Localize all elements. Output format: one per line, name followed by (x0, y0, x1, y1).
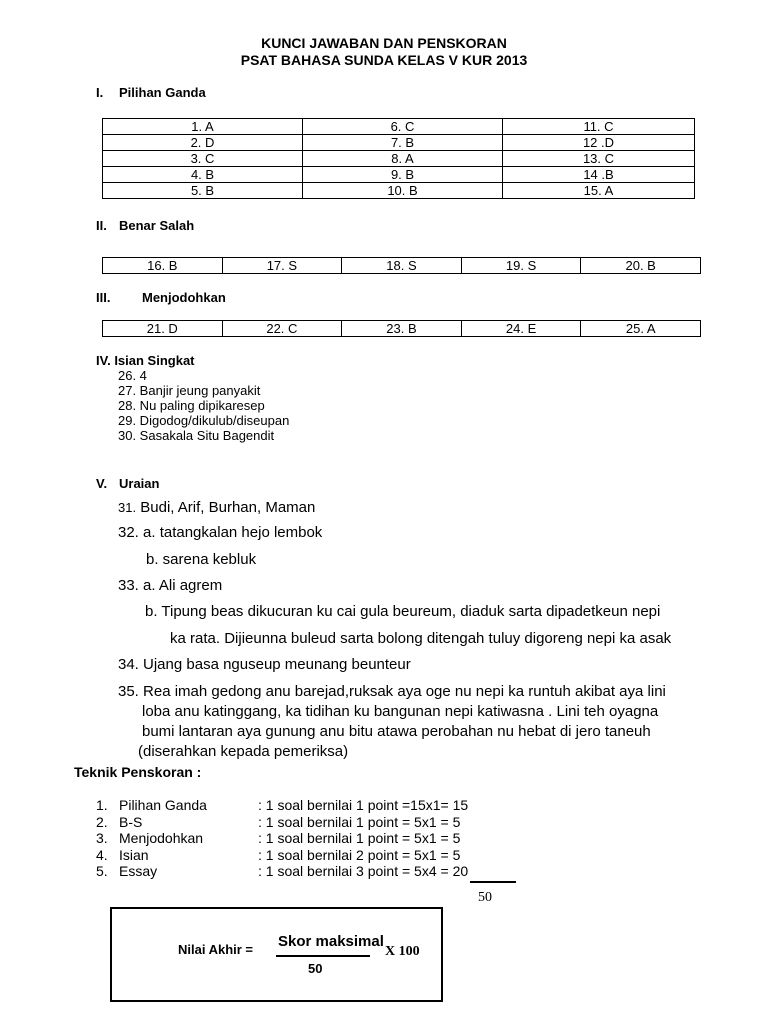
answer-33b-line2: ka rata. Dijieunna buleud sarta bolong ditengah tuluy digoreng nepi ka asak (170, 630, 672, 647)
scoring-name: Menjodohkan (119, 830, 204, 846)
formula-box (110, 907, 443, 1002)
scoring-rule: : 1 soal bernilai 1 point = 5x1 = 5 (258, 830, 461, 846)
scoring-name: Isian (119, 846, 149, 863)
scoring-rule: : 1 soal bernilai 2 point = 5x1 = 5 (258, 846, 461, 863)
scoring-rule: : 1 soal bernilai 1 point = 5x1 = 5 (258, 813, 461, 830)
menjodohkan-table (102, 320, 701, 337)
scoring-num: 4. (96, 846, 108, 863)
table-cell: 6. C (303, 119, 503, 135)
table-cell: 25. A (581, 321, 701, 337)
table-cell: 5. B (103, 183, 303, 199)
answer-35-note: (diserahkan kepada pemeriksa) (138, 743, 349, 760)
table-row (103, 167, 695, 183)
table-cell: 21. D (103, 321, 223, 337)
page-title: KUNCI JAWABAN DAN PENSKORAN (261, 35, 507, 51)
sum-line (470, 881, 516, 883)
table-row (103, 321, 701, 337)
table-cell: 1. A (103, 119, 303, 135)
answer-33a: 33. a. Ali agrem (118, 577, 223, 594)
list-item (96, 797, 516, 814)
table-cell: 18. S (342, 258, 462, 274)
list-item (96, 863, 516, 880)
formula-label: Nilai Akhir = (178, 942, 254, 957)
benar-salah-table (102, 257, 701, 274)
page-subtitle: PSAT BAHASA SUNDA KELAS V KUR 2013 (240, 52, 528, 68)
table-cell: 20. B (581, 258, 701, 274)
scoring-num: 5. (96, 863, 108, 879)
scoring-num: 2. (96, 813, 108, 830)
section-3-heading: Menjodohkan (142, 290, 226, 305)
scoring-name: Pilihan Ganda (119, 797, 207, 813)
section-5-heading: Uraian (119, 476, 160, 491)
table-cell: 11. C (503, 119, 695, 135)
answer-35-line1: 35. Rea imah gedong anu barejad,ruksak aya oge nu nepi ka runtuh akibat aya lini (118, 683, 666, 700)
scoring-num: 3. (96, 830, 108, 846)
answer-31-number: 31. (118, 500, 137, 515)
scoring-num: 1. (96, 797, 108, 813)
formula-multiplier: X 100 (385, 944, 420, 959)
table-cell: 8. A (303, 151, 503, 167)
table-row (103, 119, 695, 135)
table-row (103, 183, 695, 199)
table-cell: 7. B (303, 135, 503, 151)
table-cell: 2. D (103, 135, 303, 151)
table-cell: 14 .B (503, 167, 695, 183)
answer-31-text: Budi, Arif, Burhan, Maman (140, 499, 316, 516)
table-cell: 15. A (503, 183, 695, 199)
answer-32a: 32. a. tatangkalan hejo lembok (118, 524, 323, 541)
section-4-heading: IV. Isian Singkat (96, 353, 195, 368)
table-cell: 17. S (222, 258, 342, 274)
isian-list (118, 368, 289, 443)
fraction-bar (276, 955, 370, 957)
formula-numerator: Skor maksimal (278, 933, 384, 950)
list-item: 28. Nu paling dipikaresep (118, 398, 265, 413)
scoring-name: B-S (119, 813, 143, 830)
answer-33b-line1: b. Tipung beas dikucuran ku cai gula beureum, diaduk sarta dipadetkeun nepi (145, 603, 661, 620)
scoring-heading: Teknik Penskoran : (74, 764, 202, 780)
scoring-rule: : 1 soal bernilai 3 point = 5x4 = 20 (258, 863, 469, 879)
answer-34: 34. Ujang basa nguseup meunang beunteur (118, 656, 411, 673)
table-row (103, 151, 695, 167)
section-5-number: V. (96, 476, 108, 491)
table-cell: 24. E (461, 321, 581, 337)
answer-35-line2: loba anu katinggang, ka tidihan ku bangunan nepi katiwasna . Lini teh oyagna (142, 703, 659, 720)
table-cell: 13. C (503, 151, 695, 167)
table-cell: 3. C (103, 151, 303, 167)
scoring-name: Essay (119, 863, 158, 879)
scoring-list (96, 797, 516, 880)
table-cell: 10. B (303, 183, 503, 199)
table-cell: 16. B (103, 258, 223, 274)
section-1-heading: Pilihan Ganda (119, 85, 206, 100)
table-row (103, 258, 701, 274)
list-item: 26. 4 (118, 368, 147, 383)
table-cell: 19. S (461, 258, 581, 274)
table-cell: 22. C (222, 321, 342, 337)
total-score: 50 (478, 890, 492, 905)
answer-31 (118, 499, 315, 516)
list-item: 30. Sasakala Situ Bagendit (118, 428, 275, 443)
table-cell: 4. B (103, 167, 303, 183)
table-cell: 9. B (303, 167, 503, 183)
scoring-rule: : 1 soal bernilai 1 point =15x1= 15 (258, 797, 469, 813)
section-2-heading: Benar Salah (119, 218, 195, 233)
answer-32b: b. sarena kebluk (146, 551, 257, 568)
answer-35-line3: bumi lantaran aya gunung anu bitu atawa perobahan nu hebat di jero taneuh (142, 723, 651, 740)
section-2-number: II. (96, 218, 107, 233)
section-1-number: I. (96, 85, 104, 100)
list-item (96, 830, 516, 847)
table-row (103, 135, 695, 151)
list-item (96, 814, 516, 831)
list-item: 29. Digodog/dikulub/diseupan (118, 413, 290, 428)
pilihan-ganda-table (102, 118, 695, 199)
table-cell: 23. B (342, 321, 462, 337)
list-item: 27. Banjir jeung panyakit (118, 383, 261, 398)
formula-denominator: 50 (308, 961, 323, 976)
section-3-number: III. (96, 290, 111, 305)
list-item (96, 847, 516, 864)
table-cell: 12 .D (503, 135, 695, 151)
